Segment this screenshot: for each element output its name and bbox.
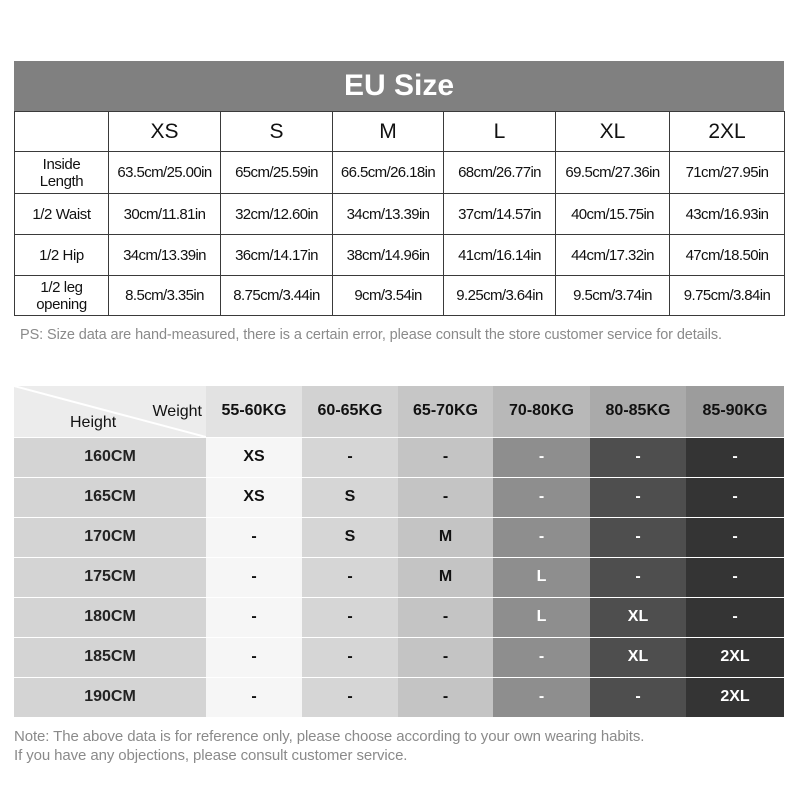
size-recommendation-cell: - — [206, 517, 302, 557]
size-header-empty — [15, 112, 109, 152]
table-cell: 38cm/14.96in — [333, 235, 444, 276]
size-recommendation-cell: - — [206, 637, 302, 677]
table-cell: 37cm/14.57in — [444, 194, 556, 235]
size-header-cell: L — [444, 112, 556, 152]
size-recommendation-cell: 2XL — [686, 677, 784, 717]
note-line: Note: The above data is for reference only, please choose according to your own wearing habits. — [14, 728, 645, 745]
ps-note: PS: Size data are hand-measured, there is a certain error, please consult the store customer service for details. — [20, 327, 722, 343]
size-recommendation-cell: - — [686, 437, 784, 477]
table-row — [14, 437, 784, 477]
size-grid — [14, 111, 785, 316]
table-cell: 69.5cm/27.36in — [556, 152, 670, 194]
size-recommendation-cell: - — [686, 597, 784, 637]
size-recommendation-cell: - — [398, 477, 493, 517]
size-table-title: EU Size — [14, 61, 784, 111]
size-recommendation-cell: - — [493, 517, 590, 557]
height-axis-label: Height — [70, 414, 117, 431]
size-recommendation-cell: M — [398, 557, 493, 597]
size-recommendation-cell: L — [493, 597, 590, 637]
size-recommendation-cell: - — [686, 517, 784, 557]
table-cell: 32cm/12.60in — [221, 194, 333, 235]
weight-axis-label: Weight — [152, 403, 202, 420]
size-recommendation-cell: - — [398, 677, 493, 717]
size-recommendation-cell: - — [686, 477, 784, 517]
table-row — [14, 477, 784, 517]
height-label-cell: 180CM — [14, 597, 206, 637]
weight-header-cell: 60-65KG — [302, 386, 398, 437]
table-cell: 47cm/18.50in — [670, 235, 785, 276]
size-recommendation-cell: - — [493, 637, 590, 677]
size-recommendation-cell: S — [302, 477, 398, 517]
height-label-cell: 170CM — [14, 517, 206, 557]
size-recommendation-cell: - — [398, 597, 493, 637]
table-cell: 34cm/13.39in — [333, 194, 444, 235]
table-cell: 30cm/11.81in — [109, 194, 221, 235]
table-cell: 71cm/27.95in — [670, 152, 785, 194]
size-recommendation-cell: - — [302, 557, 398, 597]
chart-header-row — [14, 386, 784, 437]
row-label: 1/2 Hip — [15, 235, 109, 276]
table-cell: 36cm/14.17in — [221, 235, 333, 276]
size-recommendation-cell: - — [302, 437, 398, 477]
size-header-cell: XS — [109, 112, 221, 152]
table-cell: 9.5cm/3.74in — [556, 276, 670, 316]
table-cell: 41cm/16.14in — [444, 235, 556, 276]
size-recommendation-cell: S — [302, 517, 398, 557]
table-row — [14, 677, 784, 717]
height-label-cell: 190CM — [14, 677, 206, 717]
weight-header-cell: 70-80KG — [493, 386, 590, 437]
size-header-cell: M — [333, 112, 444, 152]
weight-header-cell: 55-60KG — [206, 386, 302, 437]
size-recommendation-cell: - — [206, 597, 302, 637]
table-cell: 9.75cm/3.84in — [670, 276, 785, 316]
size-recommendation-cell: L — [493, 557, 590, 597]
size-recommendation-cell: - — [686, 557, 784, 597]
row-label: 1/2 Waist — [15, 194, 109, 235]
table-row — [15, 194, 785, 235]
size-recommendation-cell: - — [493, 677, 590, 717]
table-cell: 9cm/3.54in — [333, 276, 444, 316]
table-cell: 65cm/25.59in — [221, 152, 333, 194]
size-recommendation-cell: XS — [206, 437, 302, 477]
size-header-row — [15, 112, 785, 152]
size-recommendation-cell: - — [206, 677, 302, 717]
table-row — [15, 276, 785, 316]
size-recommendation-cell: - — [590, 517, 686, 557]
size-recommendation-cell: - — [590, 677, 686, 717]
table-cell: 40cm/15.75in — [556, 194, 670, 235]
size-recommendation-cell: - — [302, 597, 398, 637]
row-label: 1/2 leg opening — [15, 276, 109, 316]
size-recommendation-cell: XL — [590, 597, 686, 637]
height-weight-chart — [14, 386, 784, 718]
size-recommendation-cell: M — [398, 517, 493, 557]
row-label: Inside Length — [15, 152, 109, 194]
size-recommendation-cell: - — [590, 477, 686, 517]
table-cell: 44cm/17.32in — [556, 235, 670, 276]
table-row — [14, 637, 784, 677]
corner-cell — [14, 386, 206, 437]
footer-note — [14, 727, 784, 765]
table-row — [15, 152, 785, 194]
size-recommendation-cell: - — [206, 557, 302, 597]
table-row — [14, 597, 784, 637]
size-recommendation-cell: - — [590, 437, 686, 477]
size-recommendation-cell: - — [398, 637, 493, 677]
size-header-cell: S — [221, 112, 333, 152]
table-cell: 8.75cm/3.44in — [221, 276, 333, 316]
size-recommendation-cell: XS — [206, 477, 302, 517]
size-recommendation-cell: - — [302, 637, 398, 677]
weight-header-cell: 85-90KG — [686, 386, 784, 437]
weight-header-cell: 65-70KG — [398, 386, 493, 437]
table-cell: 68cm/26.77in — [444, 152, 556, 194]
size-recommendation-cell: - — [398, 437, 493, 477]
table-cell: 66.5cm/26.18in — [333, 152, 444, 194]
size-header-cell: XL — [556, 112, 670, 152]
size-header-cell: 2XL — [670, 112, 785, 152]
height-label-cell: 185CM — [14, 637, 206, 677]
size-recommendation-cell: XL — [590, 637, 686, 677]
size-recommendation-cell: - — [302, 677, 398, 717]
height-label-cell: 160CM — [14, 437, 206, 477]
weight-header-cell: 80-85KG — [590, 386, 686, 437]
table-cell: 34cm/13.39in — [109, 235, 221, 276]
table-row — [14, 517, 784, 557]
table-row — [15, 235, 785, 276]
chart-grid — [14, 386, 784, 718]
size-recommendation-cell: - — [493, 437, 590, 477]
height-label-cell: 175CM — [14, 557, 206, 597]
table-row — [14, 557, 784, 597]
table-cell: 8.5cm/3.35in — [109, 276, 221, 316]
table-cell: 43cm/16.93in — [670, 194, 785, 235]
size-recommendation-cell: - — [493, 477, 590, 517]
eu-size-table — [14, 61, 784, 316]
table-cell: 63.5cm/25.00in — [109, 152, 221, 194]
size-recommendation-cell: 2XL — [686, 637, 784, 677]
height-label-cell: 165CM — [14, 477, 206, 517]
table-cell: 9.25cm/3.64in — [444, 276, 556, 316]
note-line: If you have any objections, please consult customer service. — [14, 747, 408, 764]
size-recommendation-cell: - — [590, 557, 686, 597]
